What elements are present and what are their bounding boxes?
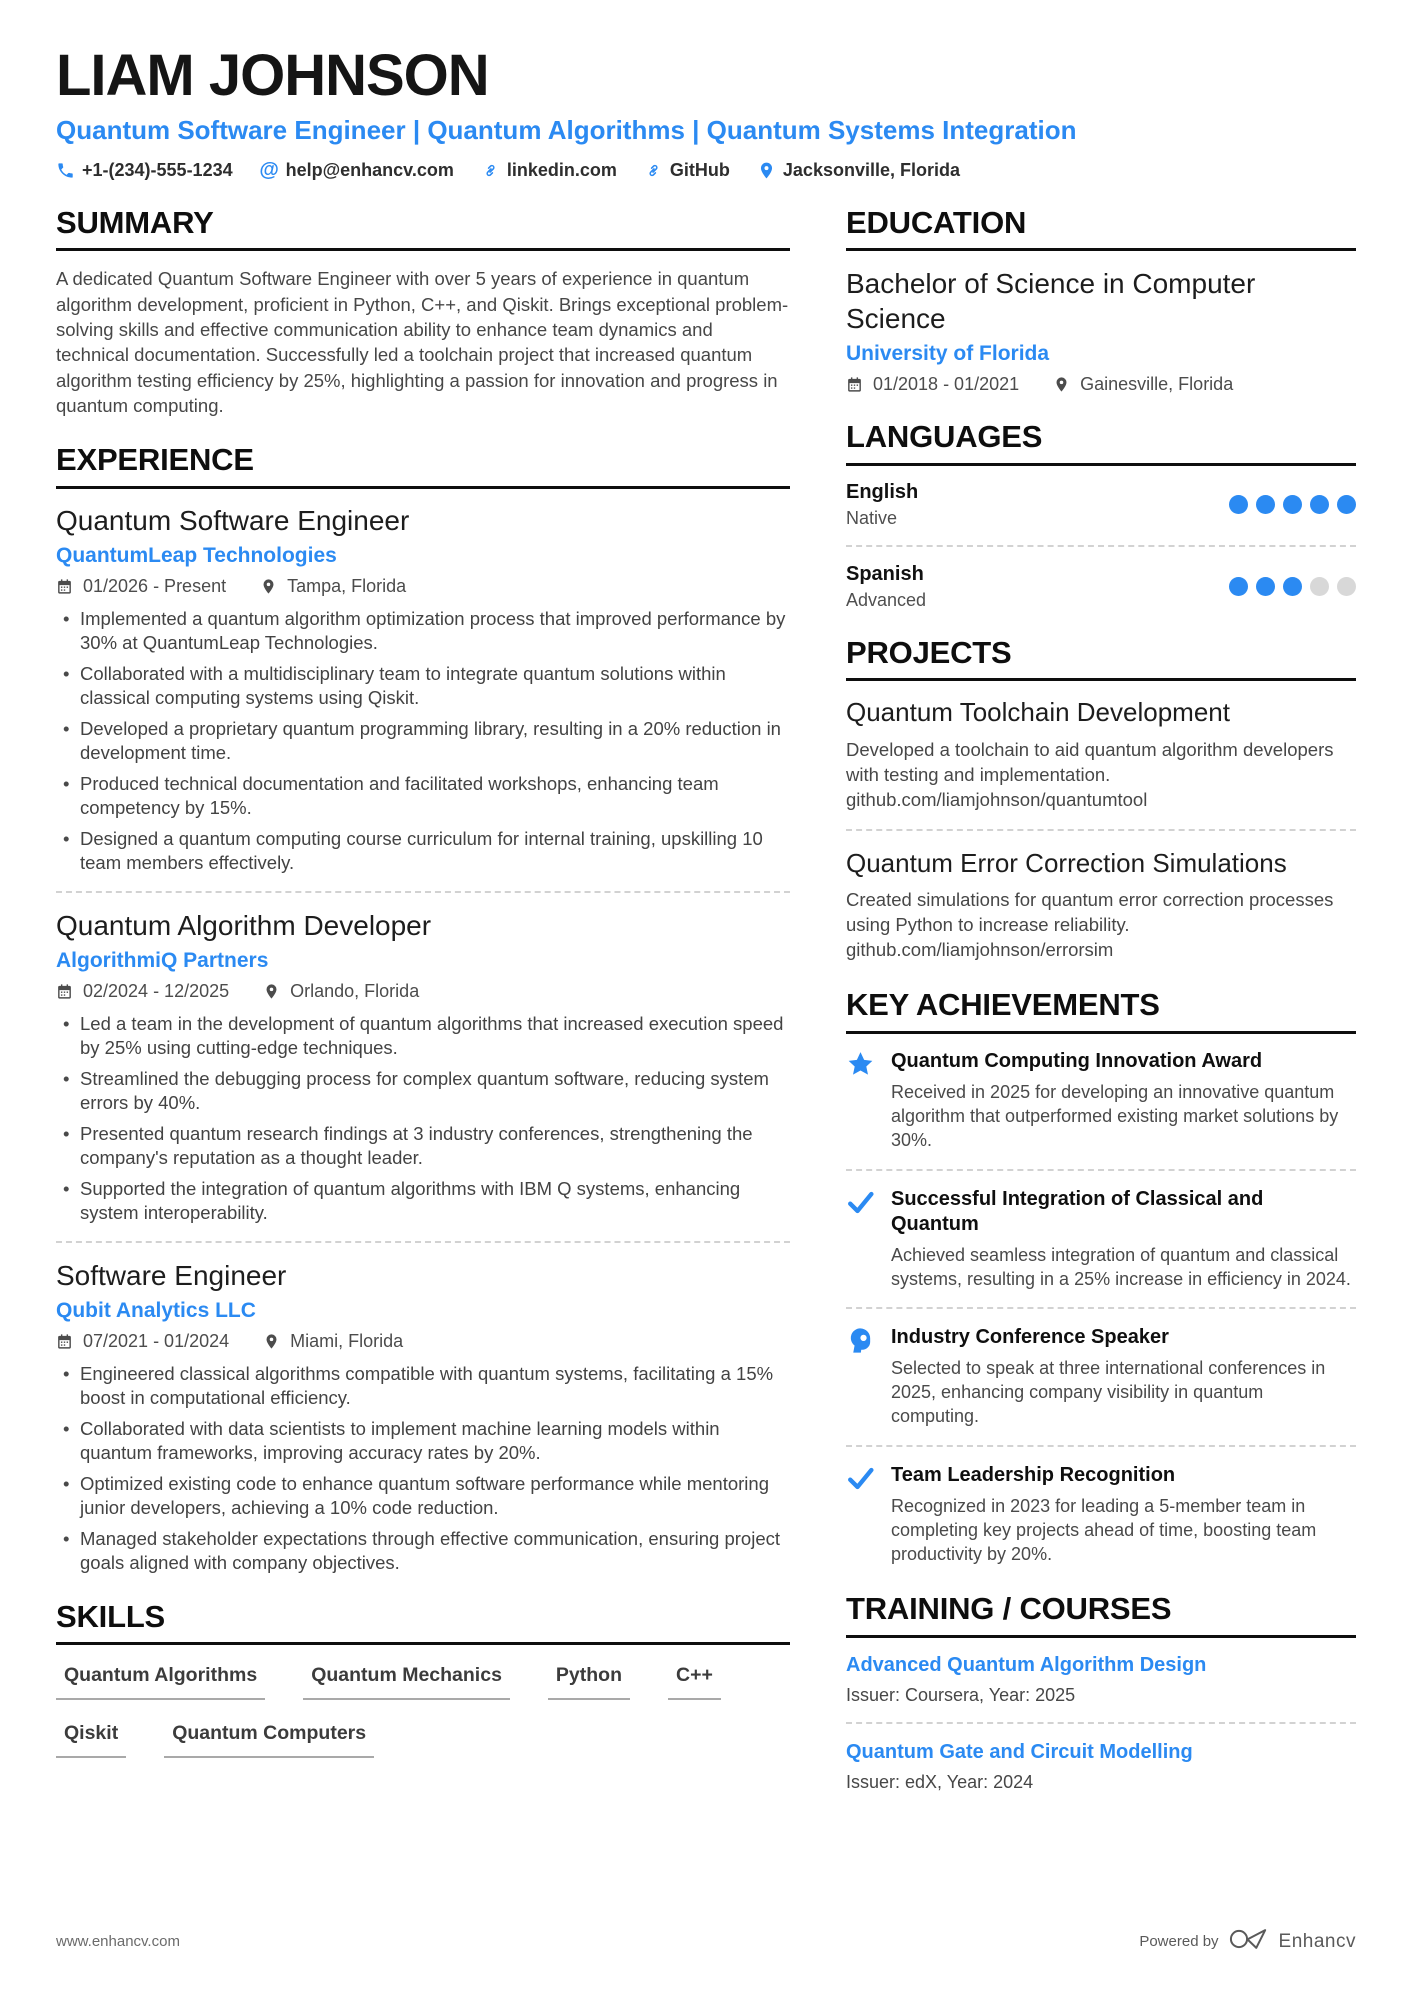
project-entry	[846, 696, 1356, 812]
projects-section	[846, 634, 1356, 963]
job-bullets	[56, 1012, 790, 1225]
divider	[846, 1722, 1356, 1724]
achievement-entry	[846, 1325, 1356, 1429]
project-description: Developed a toolchain to aid quantum algorithm developers with testing and implementation.	[846, 738, 1334, 785]
skill-tag: Python	[548, 1664, 630, 1700]
job-title: Quantum Software Engineer	[56, 504, 410, 536]
footer-site-link[interactable]: www.enhancv.com	[56, 1933, 180, 1950]
phone-icon	[56, 161, 75, 180]
divider	[56, 891, 790, 893]
job-bullet: • Implemented a quantum algorithm optimization process that improved performance by 30% at QuantumLeap Technologies.	[56, 607, 790, 655]
course-title: Quantum Gate and Circuit Modelling	[846, 1740, 1193, 1763]
job-bullet: • Streamlined the debugging process for complex quantum software, reducing system errors by 40%.	[56, 1067, 790, 1115]
enhancv-logo-icon	[1229, 1926, 1269, 1957]
project-link[interactable]: github.com/liamjohnson/quantumtool	[846, 788, 1148, 810]
job-bullet: • Developed a proprietary quantum programming library, resulting in a 20% reduction in development time.	[56, 717, 790, 765]
calendar-icon	[56, 983, 73, 1000]
skill-tag: Quantum Algorithms	[56, 1664, 265, 1700]
achievement-entry	[846, 1463, 1356, 1567]
job-bullet: • Collaborated with a multidisciplinary team to integrate quantum solutions within classical computing systems using Qiskit.	[56, 662, 790, 710]
job-bullet: • Designed a quantum computing course curriculum for internal training, upskilling 10 team members effectively.	[56, 827, 790, 875]
speaker-head-icon	[846, 1325, 876, 1429]
job-bullet: • Led a team in the development of quantum algorithms that increased execution speed by 25% using cutting-edge techniques.	[56, 1012, 790, 1060]
skill-tag: Quantum Mechanics	[303, 1664, 510, 1700]
job-bullets	[56, 1362, 790, 1575]
achievement-entry	[846, 1187, 1356, 1292]
job-location: Orlando, Florida	[290, 980, 420, 1001]
divider	[846, 1169, 1356, 1171]
job-bullet: • Managed stakeholder expectations through effective communication, ensuring project goals aligned with company objectives.	[56, 1527, 790, 1575]
phone-number: +1-(234)-555-1234	[82, 159, 233, 180]
email-contact[interactable]	[260, 160, 454, 181]
job-entry	[56, 504, 790, 875]
language-level: Advanced	[846, 589, 927, 610]
achievement-entry	[846, 1049, 1356, 1153]
contact-row	[56, 160, 1356, 181]
phone-contact[interactable]	[56, 160, 233, 181]
language-proficiency-dots	[1229, 495, 1356, 514]
language-level: Native	[846, 507, 898, 528]
achievement-text: Received in 2025 for developing an innovative quantum algorithm that outperformed existing market solutions by 30%.	[891, 1081, 1339, 1150]
job-location: Tampa, Florida	[287, 575, 407, 596]
degree-title: Bachelor of Science in Computer Science	[846, 268, 1256, 335]
project-title: Quantum Error Correction Simulations	[846, 847, 1287, 878]
divider	[846, 1445, 1356, 1447]
summary-heading: SUMMARY	[56, 207, 790, 252]
job-bullet: • Collaborated with data scientists to implement machine learning models within quantum frameworks, improving accuracy rates by 20%.	[56, 1417, 790, 1465]
skills-heading: SKILLS	[56, 1601, 790, 1646]
job-bullet: • Presented quantum research findings at 3 industry conferences, strengthening the company's reputation as a thought leader.	[56, 1122, 790, 1170]
location-icon	[1053, 376, 1070, 393]
language-row	[846, 563, 1356, 611]
experience-heading: EXPERIENCE	[56, 444, 790, 489]
achievements-section	[846, 989, 1356, 1567]
job-dates: 01/2026 - Present	[83, 575, 227, 596]
projects-heading: PROJECTS	[846, 637, 1356, 682]
achievement-title: Successful Integration of Classical and Quantum	[891, 1187, 1264, 1235]
company-name: QuantumLeap Technologies	[56, 543, 337, 567]
link-icon	[481, 161, 500, 180]
course-entry	[846, 1653, 1356, 1706]
language-name: Spanish	[846, 562, 924, 585]
location-icon	[260, 578, 277, 595]
job-entry	[56, 1259, 790, 1575]
languages-heading: LANGUAGES	[846, 421, 1356, 466]
job-meta	[56, 1331, 790, 1352]
education-dates: 01/2018 - 01/2021	[873, 374, 1020, 395]
job-bullet: • Produced technical documentation and facilitated workshops, enhancing team competency by 15%.	[56, 772, 790, 820]
achievement-text: Recognized in 2023 for leading a 5-member team in completing key projects ahead of time, boosting team productivity by 20%.	[891, 1496, 1317, 1565]
language-row	[846, 481, 1356, 529]
star-icon	[846, 1049, 876, 1153]
job-entry	[56, 909, 790, 1225]
project-entry	[846, 847, 1356, 963]
link-icon	[644, 161, 663, 180]
experience-section	[56, 444, 790, 1575]
course-entry	[846, 1740, 1356, 1793]
job-dates: 02/2024 - 12/2025	[83, 980, 230, 1001]
school-name: University of Florida	[846, 342, 1050, 366]
check-icon	[846, 1463, 876, 1567]
github-text: GitHub	[669, 159, 730, 180]
right-column	[846, 204, 1356, 1819]
achievement-text: Achieved seamless integration of quantum and classical systems, resulting in a 25% increase in efficiency in 2024.	[891, 1244, 1351, 1289]
github-contact[interactable]	[644, 160, 730, 181]
divider	[846, 545, 1356, 547]
languages-section	[846, 421, 1356, 611]
job-meta	[56, 981, 790, 1002]
summary-section	[56, 204, 790, 419]
achievement-title: Industry Conference Speaker	[891, 1326, 1169, 1349]
skills-section	[56, 1598, 790, 1759]
job-title: Software Engineer	[56, 1259, 287, 1291]
brand-name: Enhancv	[1278, 1930, 1356, 1952]
location-icon	[263, 983, 280, 1000]
language-proficiency-dots	[1229, 577, 1356, 596]
project-link[interactable]: github.com/liamjohnson/errorsim	[846, 939, 1114, 961]
education-heading: EDUCATION	[846, 207, 1356, 252]
divider	[846, 1307, 1356, 1309]
job-bullet: • Supported the integration of quantum algorithms with IBM Q systems, enhancing system interoperability.	[56, 1177, 790, 1225]
divider	[56, 1241, 790, 1243]
left-column	[56, 204, 790, 1819]
education-meta	[846, 374, 1356, 395]
candidate-name: LIAM JOHNSON	[56, 43, 489, 108]
linkedin-text: linkedin.com	[506, 159, 617, 180]
job-location: Miami, Florida	[290, 1330, 404, 1351]
training-heading: TRAINING / COURSES	[846, 1593, 1356, 1638]
project-title: Quantum Toolchain Development	[846, 697, 1230, 728]
education-location: Gainesville, Florida	[1080, 374, 1234, 395]
skill-tag: Quantum Computers	[164, 1722, 374, 1758]
skill-tag: Qiskit	[56, 1722, 126, 1758]
skills-list	[56, 1660, 790, 1758]
powered-by-label: Powered by	[1139, 1933, 1219, 1950]
location-text: Jacksonville, Florida	[782, 159, 960, 180]
job-dates: 07/2021 - 01/2024	[83, 1330, 230, 1351]
summary-text: A dedicated Quantum Software Engineer with over 5 years of experience in quantum algorithm development, proficient in Python, C++, and Qiskit. Brings exceptional problem-solving skills and effective communication ability to enhance team dynamics and technical documentation. Successfully led a toolchain project that increased quantum algorithm testing efficiency by 25%, highlighting a passion for innovation and progress in quantum computing.	[56, 268, 789, 417]
location-contact	[757, 160, 960, 181]
divider	[846, 829, 1356, 831]
achievement-text: Selected to speak at three international conferences in 2025, enhancing company visibility in quantum computing.	[891, 1358, 1326, 1427]
training-section	[846, 1593, 1356, 1793]
location-icon	[263, 1333, 280, 1350]
job-bullet: • Optimized existing code to enhance quantum software performance while mentoring junior developers, achieving a 10% code reduction.	[56, 1472, 790, 1520]
job-bullets	[56, 607, 790, 875]
achievement-title: Quantum Computing Innovation Award	[891, 1049, 1263, 1072]
education-section	[846, 204, 1356, 396]
check-icon	[846, 1187, 876, 1292]
achievements-heading: KEY ACHIEVEMENTS	[846, 989, 1356, 1034]
language-name: English	[846, 480, 919, 503]
achievement-title: Team Leadership Recognition	[891, 1464, 1176, 1487]
powered-by	[1139, 1926, 1356, 1957]
location-icon	[757, 161, 776, 180]
resume-header	[56, 43, 1356, 181]
page-footer	[56, 1926, 1356, 1957]
job-title: Quantum Algorithm Developer	[56, 910, 432, 941]
course-issuer: Issuer: Coursera, Year: 2025	[846, 1684, 1076, 1705]
job-bullet: • Engineered classical algorithms compatible with quantum systems, facilitating a 15% boost in computational efficiency.	[56, 1362, 790, 1410]
company-name: AlgorithmiQ Partners	[56, 948, 269, 972]
calendar-icon	[846, 376, 863, 393]
project-description: Created simulations for quantum error correction processes using Python to increase reliability.	[846, 889, 1334, 936]
course-issuer: Issuer: edX, Year: 2024	[846, 1771, 1034, 1792]
calendar-icon	[56, 578, 73, 595]
linkedin-contact[interactable]	[481, 160, 617, 181]
company-name: Qubit Analytics LLC	[56, 1298, 256, 1322]
job-meta	[56, 576, 790, 597]
skill-tag: C++	[668, 1664, 721, 1700]
course-title: Advanced Quantum Algorithm Design	[846, 1653, 1207, 1676]
calendar-icon	[56, 1333, 73, 1350]
email-text: help@enhancv.com	[285, 159, 454, 180]
at-icon: @	[259, 158, 279, 181]
content-columns	[56, 204, 1356, 1819]
candidate-headline: Quantum Software Engineer | Quantum Algorithms | Quantum Systems Integration	[56, 114, 1077, 145]
